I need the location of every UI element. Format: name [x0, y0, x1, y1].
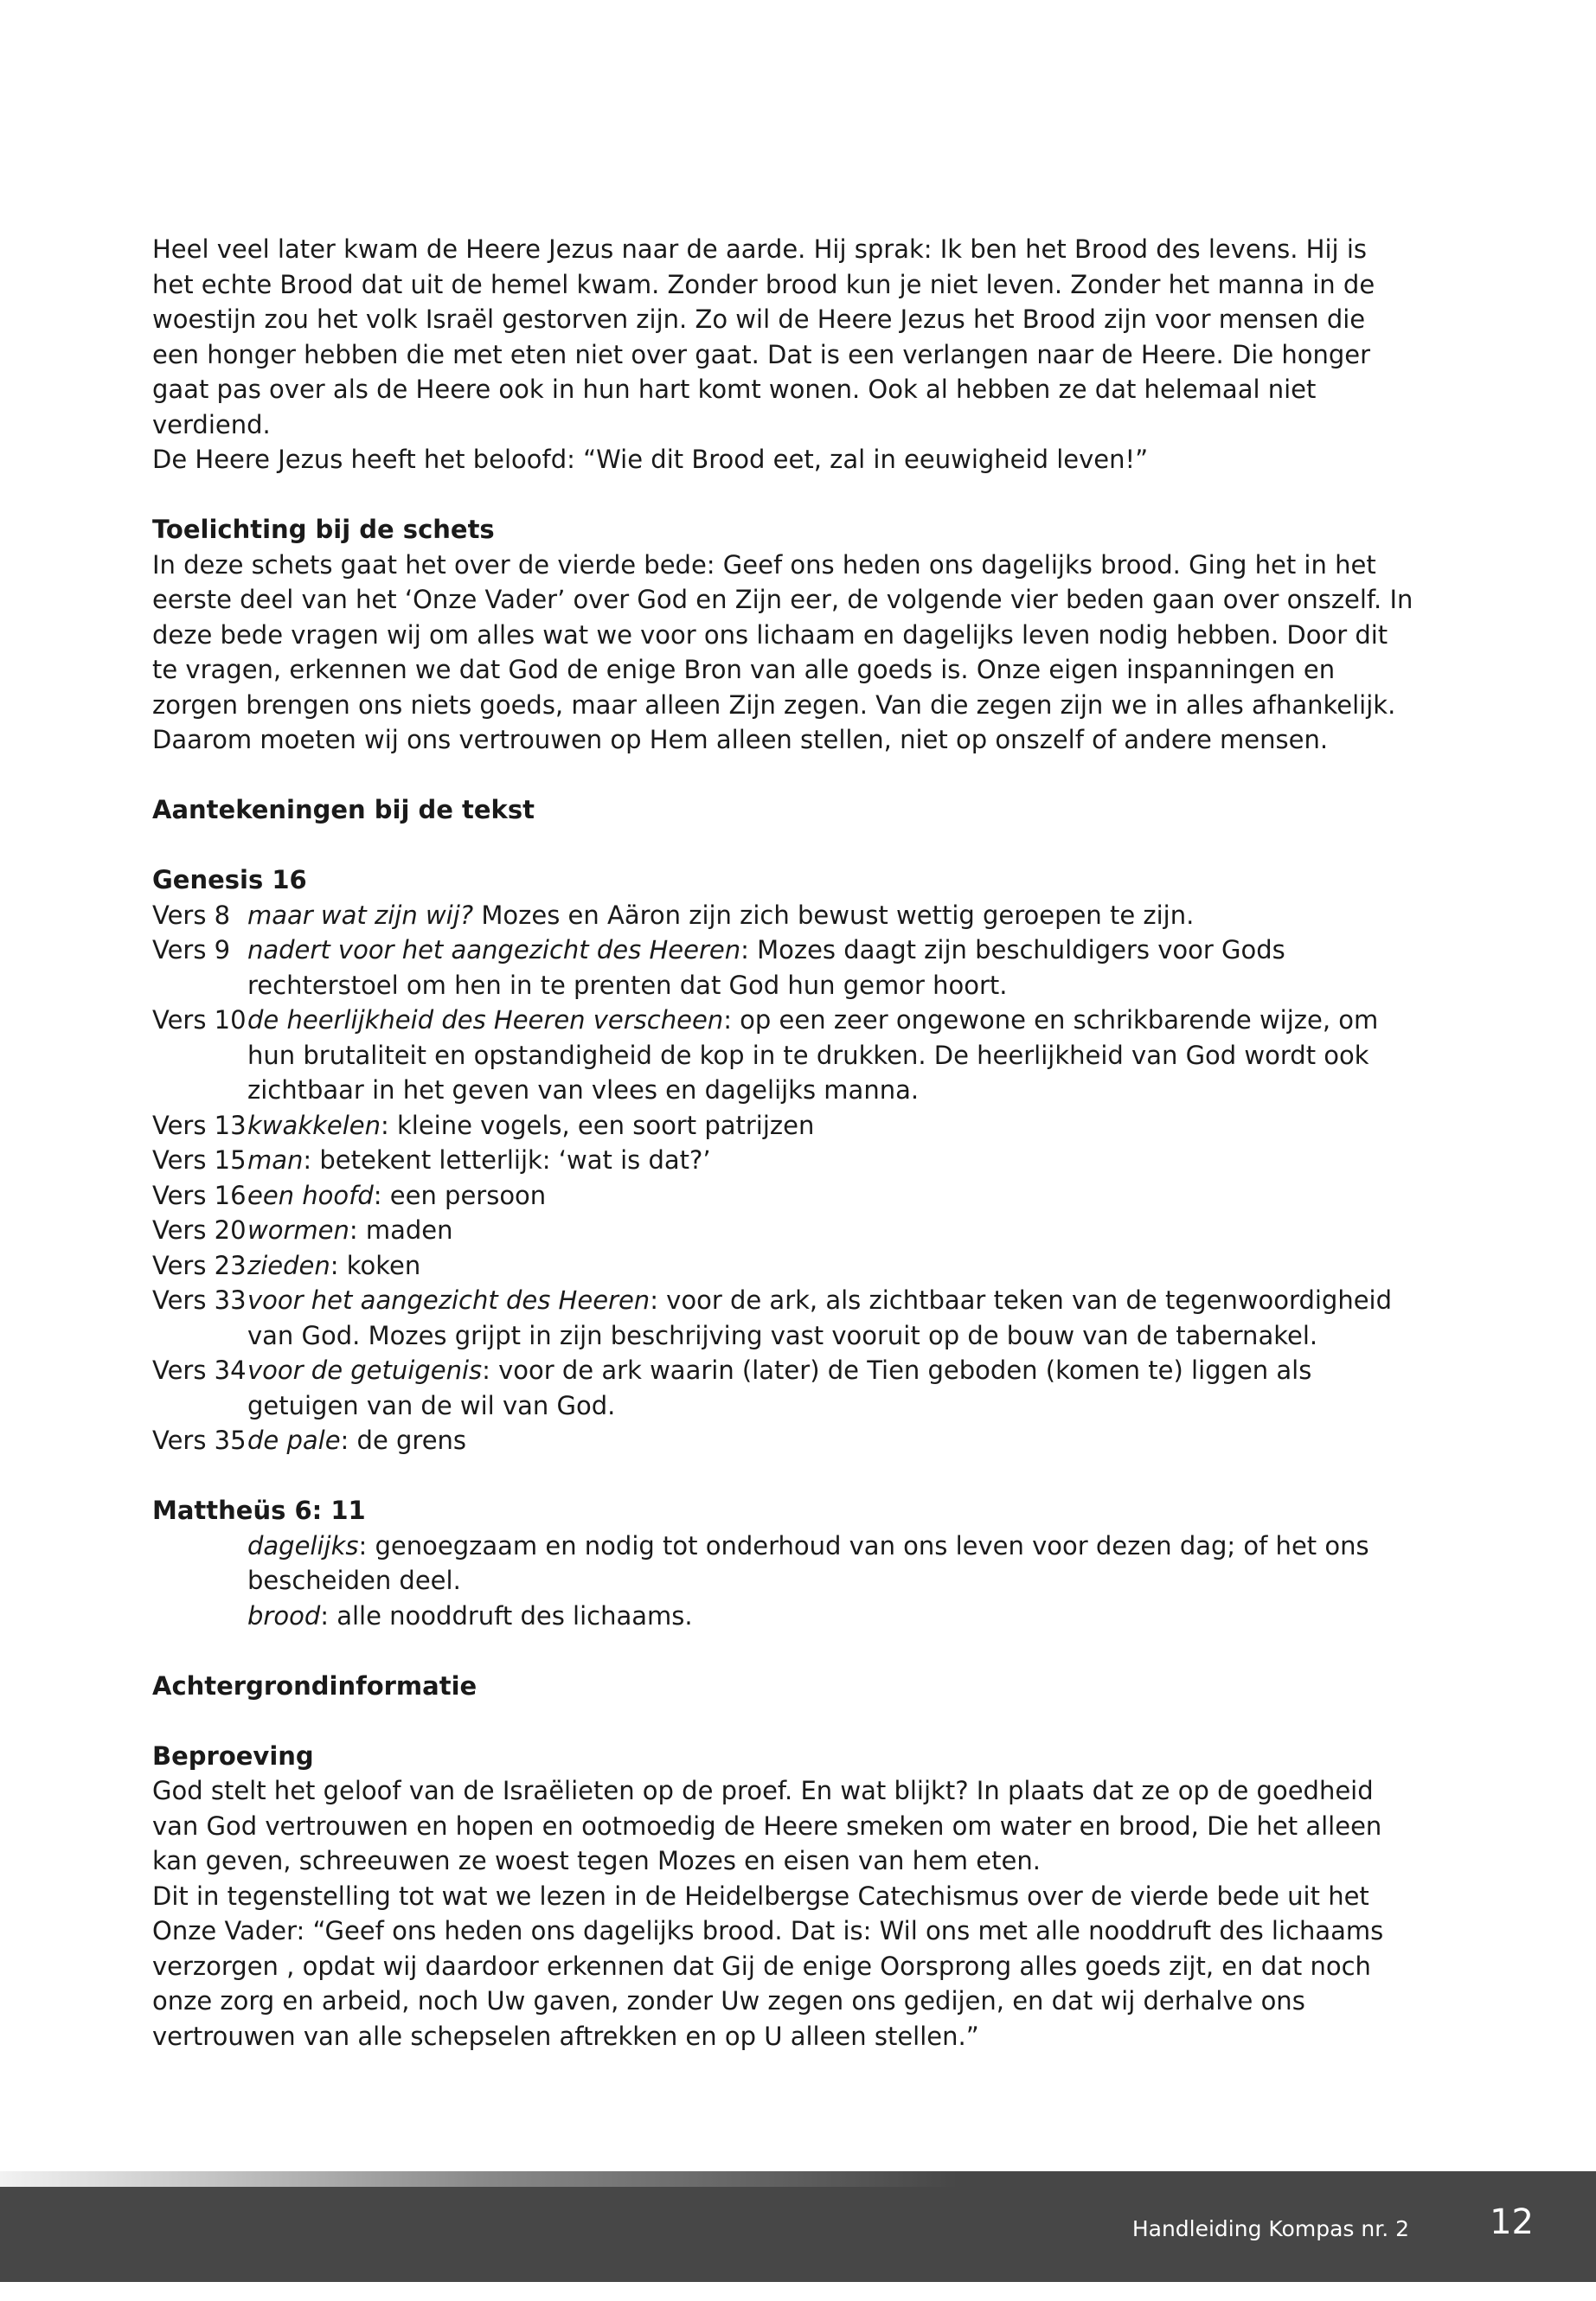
- verse-label: Vers 34: [152, 1356, 247, 1385]
- verse-text: : Mozes daagt zijn beschuldigers voor Gods rechterstoel om hen in te prenten dat God hun gemor hoort.: [247, 935, 1285, 1000]
- verse-text: : voor de ark waarin (later) de Tien geboden (komen te) liggen als getuigen van de wil van God.: [247, 1356, 1312, 1420]
- verse-text: : koken: [330, 1250, 421, 1280]
- verse-item: [152, 898, 1415, 933]
- verse-label: Vers 10: [152, 1005, 247, 1035]
- verse-item: [152, 1423, 1415, 1458]
- mattheus-note: [152, 1529, 1415, 1599]
- aantekeningen-heading: Aantekeningen bij de tekst: [152, 795, 535, 824]
- verse-text: Mozes en Aäron zijn zich bewust wettig geroepen te zijn.: [473, 900, 1195, 930]
- footer-title: Handleiding Kompas nr. 2: [1131, 2216, 1409, 2241]
- note-text: : alle nooddruft des lichaams.: [320, 1600, 693, 1631]
- verse-text: : voor de ark, als zichtbaar teken van de tegenwoordigheid van God. Mozes grijpt in zijn beschrijving vast vooruit op de bouw van de tabernakel.: [247, 1285, 1393, 1350]
- verse-item: [152, 1108, 1415, 1144]
- page-content: [152, 232, 1415, 2054]
- verse-label: Vers 9: [152, 935, 231, 965]
- achtergrond-heading: Achtergrondinformatie: [152, 1670, 478, 1701]
- toelichting-heading: Toelichting bij de schets: [152, 515, 495, 544]
- verse-item: [152, 1143, 1415, 1178]
- verse-term: voor de getuigenis: [247, 1356, 483, 1385]
- toelichting-text: In deze schets gaat het over de vierde bede: Geef ons heden ons dagelijks brood. Ging het in het eerste deel van het ‘Onze Vader’ over God en Zijn eer, de volgende vier beden gaan over onszelf. In deze bede vragen wij om alles wat we voor ons lichaam en dagelijks leven nodig hebben. Door dit te vragen, erkennen we dat God de enige Bron van alle goeds is. Onze eigen inspanningen en zorgen brengen ons niets goeds, maar alleen Zijn zegen. Van die zegen zijn we in alles afhankelijk. Daarom moeten wij ons vertrouwen op Hem alleen stellen, niet op onszelf of andere mensen.: [152, 549, 1413, 754]
- mattheus-heading: Mattheüs 6: 11: [152, 1496, 366, 1525]
- verse-text: : een persoon: [373, 1180, 547, 1210]
- genesis-heading: Genesis 16: [152, 865, 307, 894]
- verse-text: : de grens: [340, 1426, 467, 1455]
- genesis-verse-list: [152, 898, 1415, 1458]
- verse-term: wormen: [247, 1215, 349, 1245]
- verse-term: maar wat zijn wij?: [247, 900, 474, 930]
- verse-label: Vers 8: [152, 900, 231, 930]
- verse-item: [152, 1248, 1415, 1284]
- verse-text: : maden: [349, 1215, 453, 1245]
- verse-text: : op een zeer ongewone en schrikbarende wijze, om hun brutaliteit en opstandigheid de kop in te drukken. De heerlijkheid van God wordt ook zichtbaar in het geven van vlees en dagelijks manna.: [247, 1005, 1379, 1105]
- verse-item: [152, 1353, 1415, 1423]
- verse-item: [152, 1283, 1415, 1353]
- verse-term: voor het aangezicht des Heeren: [247, 1285, 651, 1315]
- achtergrond-paragraph-2: Dit in tegenstelling tot wat we lezen in de Heidelbergse Catechismus over de vierde bede uit het Onze Vader: “Geef ons heden ons dagelijks brood. Dat is: Wil ons met alle nooddruft des lichaams verzorgen , opdat wij daardoor erkennen dat Gij de enige Oorsprong alles goeds zijt, en dat noch onze zorg en arbeid, noch Uw gaven, zonder Uw zegen ons gedijen, en dat wij derhalve ons vertrouwen van alle schepselen aftrekken en op U alleen stellen.”: [152, 1881, 1384, 2051]
- note-term: dagelijks: [247, 1530, 359, 1561]
- verse-term: man: [247, 1145, 304, 1175]
- mattheus-note: [152, 1599, 1415, 1634]
- achtergrond-paragraph-1: God stelt het geloof van de Israëlieten op de proef. En wat blijkt? In plaats dat ze op de goedheid van God vertrouwen en hopen en ootmoedig de Heere smeken om water en brood, Die het alleen kan geven, schreeuwen ze woest tegen Mozes en eisen van hem eten.: [152, 1776, 1382, 1875]
- verse-item: [152, 933, 1415, 1003]
- verse-label: Vers 16: [152, 1180, 247, 1210]
- verse-item: [152, 1178, 1415, 1214]
- verse-label: Vers 33: [152, 1285, 247, 1315]
- intro-promise: De Heere Jezus heeft het beloofd: “Wie dit Brood eet, zal in eeuwigheid leven!”: [152, 445, 1149, 474]
- beproeving-heading: Beproeving: [152, 1740, 314, 1771]
- verse-text: : kleine vogels, een soort patrijzen: [381, 1110, 815, 1140]
- verse-term: de heerlijkheid des Heeren verscheen: [247, 1005, 724, 1035]
- verse-term: een hoofd: [247, 1180, 374, 1210]
- verse-item: [152, 1213, 1415, 1248]
- page-number: 12: [1490, 2202, 1534, 2242]
- note-term: brood: [247, 1600, 321, 1631]
- verse-term: nadert voor het aangezicht des Heeren: [247, 935, 741, 965]
- verse-term: de pale: [247, 1426, 341, 1455]
- verse-label: Vers 35: [152, 1426, 247, 1455]
- verse-item: [152, 1003, 1415, 1108]
- intro-paragraph: Heel veel later kwam de Heere Jezus naar de aarde. Hij sprak: Ik ben het Brood des levens. Hij is het echte Brood dat uit de hemel kwam. Zonder brood kun je niet leven. Zonder het manna in de woestijn zou het volk Israël gestorven zijn. Zo wil de Heere Jezus het Brood zijn voor mensen die een honger hebben die met eten niet over gaat. Dat is een verlangen naar de Heere. Die honger gaat pas over als de Heere ook in hun hart komt wonen. Ook al hebben ze dat helemaal niet verdiend.: [152, 234, 1375, 439]
- verse-text: : betekent letterlijk: ‘wat is dat?’: [303, 1145, 711, 1175]
- verse-label: Vers 23: [152, 1250, 247, 1280]
- verse-term: kwakkelen: [247, 1110, 381, 1140]
- note-text: : genoegzaam en nodig tot onderhoud van ons leven voor dezen dag; of het ons bescheiden deel.: [247, 1530, 1369, 1595]
- verse-label: Vers 20: [152, 1215, 247, 1245]
- footer-fade: [0, 2171, 1596, 2187]
- verse-label: Vers 15: [152, 1145, 247, 1175]
- verse-term: zieden: [247, 1250, 330, 1280]
- verse-label: Vers 13: [152, 1110, 247, 1140]
